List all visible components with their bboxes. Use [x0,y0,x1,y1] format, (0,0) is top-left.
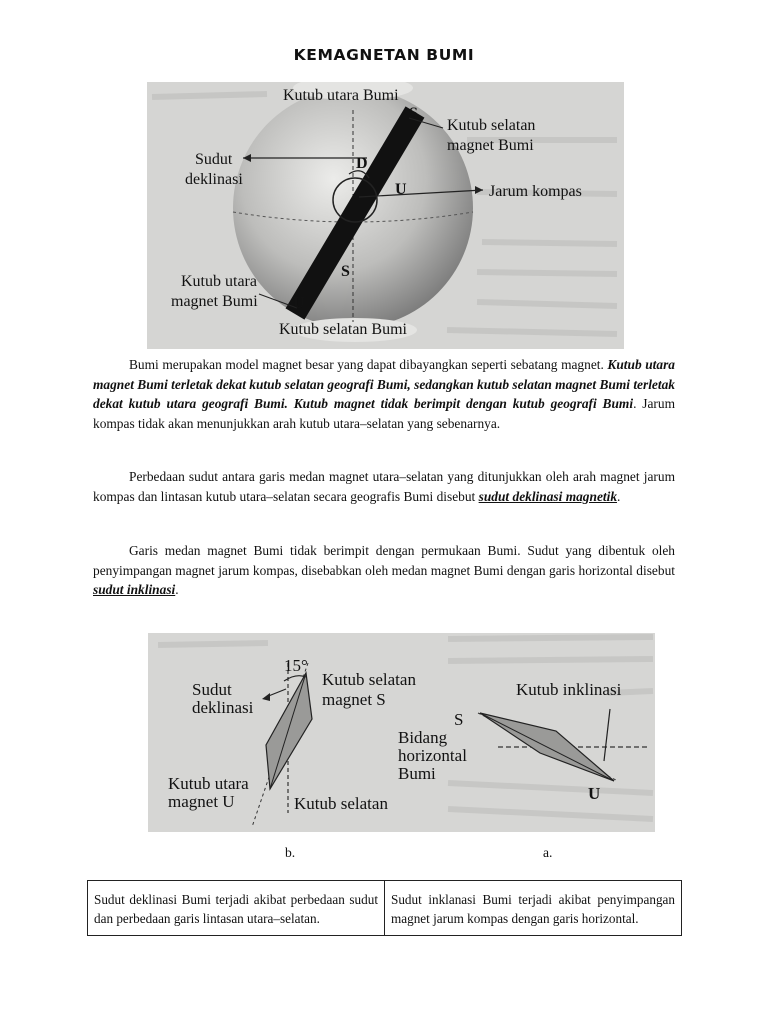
north-magnet-label-1: Kutub utara [181,273,257,290]
left-south-magnet-label-2: magnet S [322,690,386,709]
paragraph-2-text-b: . [617,488,621,504]
left-south-label: Kutub selatan [294,794,388,813]
table-cell-declination: Sudut deklinasi Bumi terjadi akibat perbedaan sudut dan perbedaan garis lintasan utara–selatan. [88,881,385,936]
paragraph-2-text-a: Perbedaan sudut antara garis medan magnet utara–selatan yang ditunjukkan oleh arah magnet jarum kompas dan lintasan kutub utara–selatan secara geografis Bumi disebut [93,469,675,504]
compass-label: Jarum kompas [489,183,582,200]
left-north-magnet-label-1: Kutub utara [168,774,249,793]
south-geo-label: Kutub selatan Bumi [279,321,407,338]
caption-b: b. [285,845,296,860]
plane-label-1: Bidang [398,728,448,747]
declination-label-1: Sudut [195,151,233,168]
paragraph-1-emphasis: Kutub utara magnet Bumi terletak dekat kutub selatan geografi Bumi, sedangkan kutub selatan magnet Bumi terletak dekat kutub utara geografi Bumi. Kutub magnet tidak berimpit dengan kutub geografi Bumi [93,357,675,412]
s-top-label: S [409,105,418,122]
inclination-term: sudut inklinasi [93,582,176,598]
earth-magnet-figure [147,82,624,349]
plane-label-3: Bumi [398,764,436,783]
declination-term: sudut deklinasi magnetik [478,488,618,504]
paragraph-inclination [93,541,675,600]
paragraph-3-text-b: . [175,582,179,598]
north-geo-label: Kutub utara Bumi [283,87,399,104]
right-u-label: U [588,784,601,803]
left-declination-label-1: Sudut [192,680,232,699]
paragraph-magnet-model [93,355,675,433]
declination-label-2: deklinasi [185,171,243,188]
needle-figure [148,633,655,832]
left-south-magnet-label-1: Kutub selatan [322,670,416,689]
left-north-magnet-label-2: magnet U [168,792,235,811]
u-center-label: U [395,181,407,198]
u-bottom-label: U [293,295,305,312]
needle-diagram [148,633,655,832]
table-cell-inclination: Sudut inklanasi Bumi terjadi akibat penyimpangan magnet jarum kompas dengan garis horizontal. [385,881,682,936]
definition-table [87,880,682,936]
south-magnet-label-1: Kutub selatan [447,117,536,134]
earth-magnet-diagram [147,82,624,349]
table-row [88,881,682,936]
paragraph-1-text-b: . Jarum kompas tidak akan menunjukkan arah kutub utara–selatan yang sebenarnya. [93,396,676,431]
s-center-label: S [341,263,350,280]
south-magnet-label-2: magnet Bumi [447,137,534,154]
north-magnet-label-2: magnet Bumi [171,293,258,310]
left-declination-label-2: deklinasi [192,698,254,717]
angle-label: 15° [284,656,308,675]
paragraph-3-text-a: Garis medan magnet Bumi tidak berimpit dengan permukaan Bumi. Sudut yang dibentuk oleh penyimpangan magnet jarum kompas, disebabkan oleh medan magnet Bumi dengan garis horizontal disebut [93,543,675,578]
right-s-label: S [454,710,464,729]
d-label: D [356,155,368,172]
plane-label-2: horizontal [398,746,467,765]
caption-a: a. [543,845,553,860]
paragraph-1-text-a: Bumi merupakan model magnet besar yang dapat dibayangkan seperti sebatang magnet. [129,357,608,372]
page-title: KEMAGNETAN BUMI [293,46,475,64]
paragraph-declination [93,467,675,506]
inclination-label: Kutub inklinasi [516,680,622,699]
